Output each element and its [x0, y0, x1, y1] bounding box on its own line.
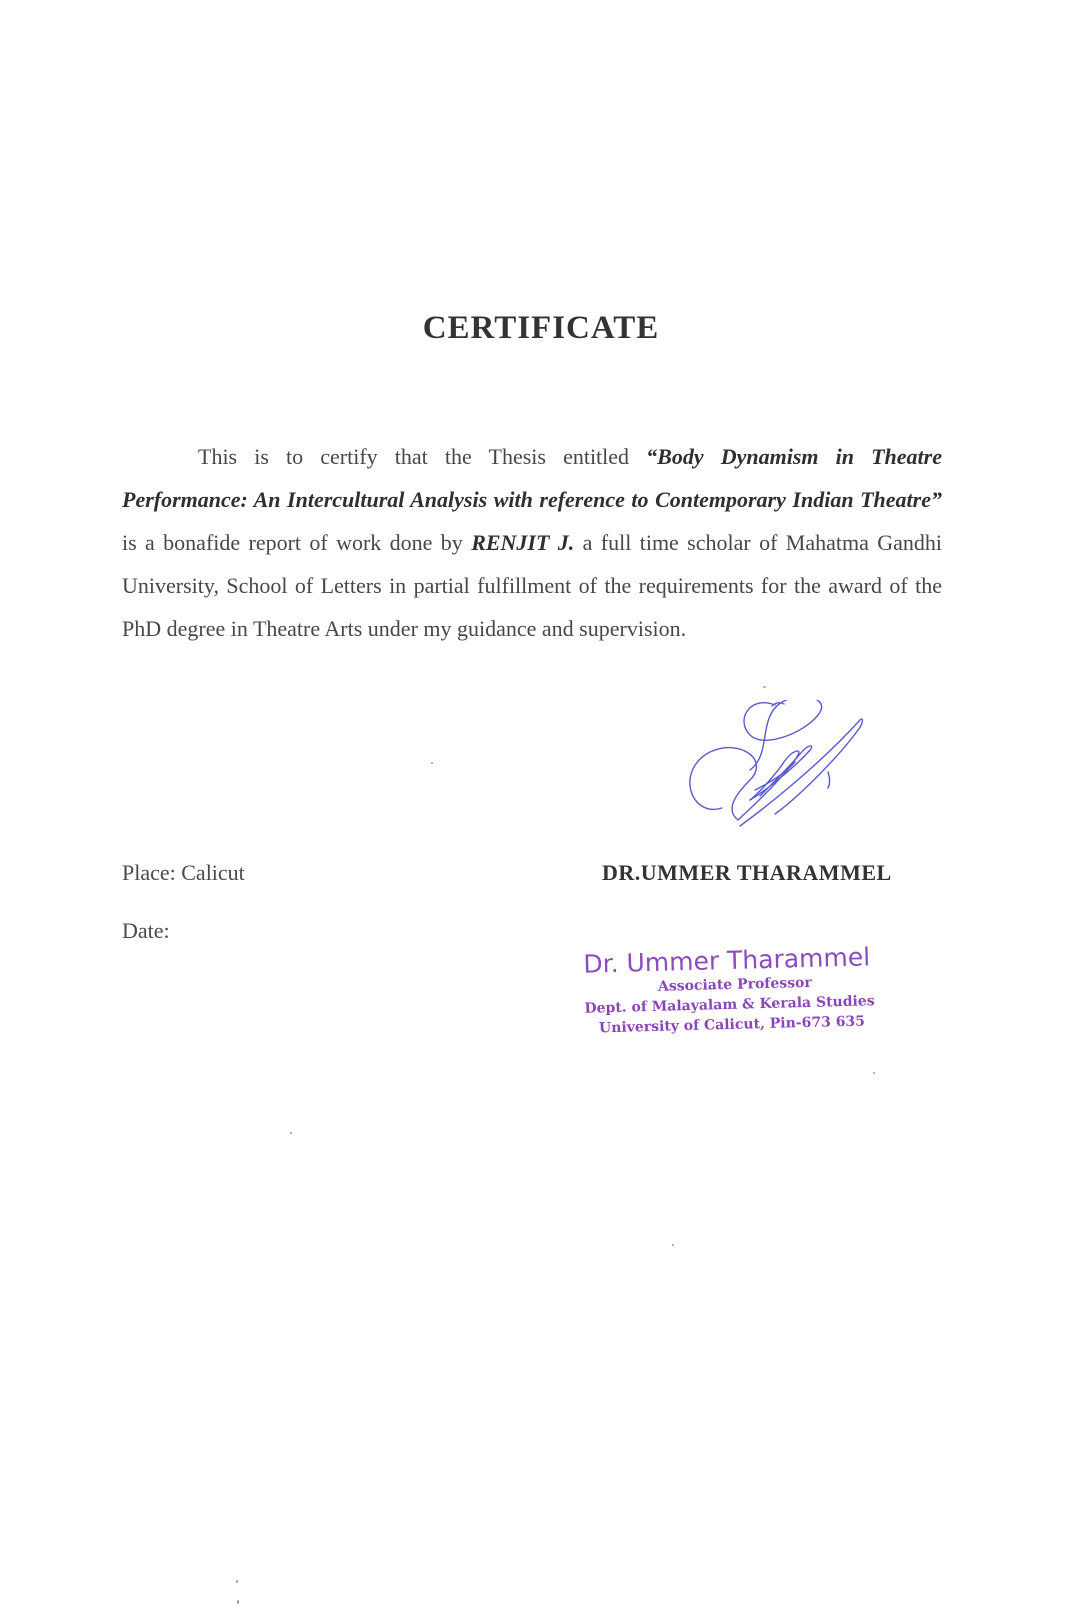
- stamp-designation: Associate Professor: [657, 974, 812, 995]
- stamp-department: Dept. of Malayalam & Kerala Studies: [584, 993, 875, 1017]
- thesis-title: “Body Dynamism in Theatre Performance: An Intercultural Analysis with reference to Contemporary Indian Theatre”: [122, 444, 942, 512]
- body-tail: a full time scholar of Mahatma Gandhi University, School of Letters in partial fulfillment of the requirements for the award of the PhD degree in Theatre Arts under my guidance and supervision.: [122, 530, 942, 641]
- scan-speck: [672, 1244, 674, 1246]
- place-label: Place: Calicut: [122, 860, 245, 885]
- scholar-name: RENJIT J.: [471, 530, 575, 555]
- stamp-institution: University of Calicut, Pin-673 635: [598, 1013, 866, 1037]
- body-middle: is a bonafide report of work done by: [122, 530, 472, 555]
- certificate-title: CERTIFICATE: [422, 310, 660, 346]
- scan-speck: [237, 1600, 239, 1604]
- body-lead: This is to certify that the Thesis entitled: [198, 444, 647, 469]
- handwritten-signature: [680, 700, 910, 845]
- scan-speck: [290, 1132, 292, 1134]
- scan-speck: [236, 1580, 238, 1583]
- scan-speck: [763, 686, 766, 688]
- scan-speck: [431, 762, 433, 764]
- certificate-body: [122, 435, 942, 650]
- official-stamp: [575, 941, 917, 1039]
- stamp-name: Dr. Ummer Tharammel: [582, 942, 871, 979]
- scan-speck: [873, 1072, 875, 1074]
- signatory-name: DR.UMMER THARAMMEL: [602, 860, 892, 885]
- date-label: Date:: [122, 918, 170, 943]
